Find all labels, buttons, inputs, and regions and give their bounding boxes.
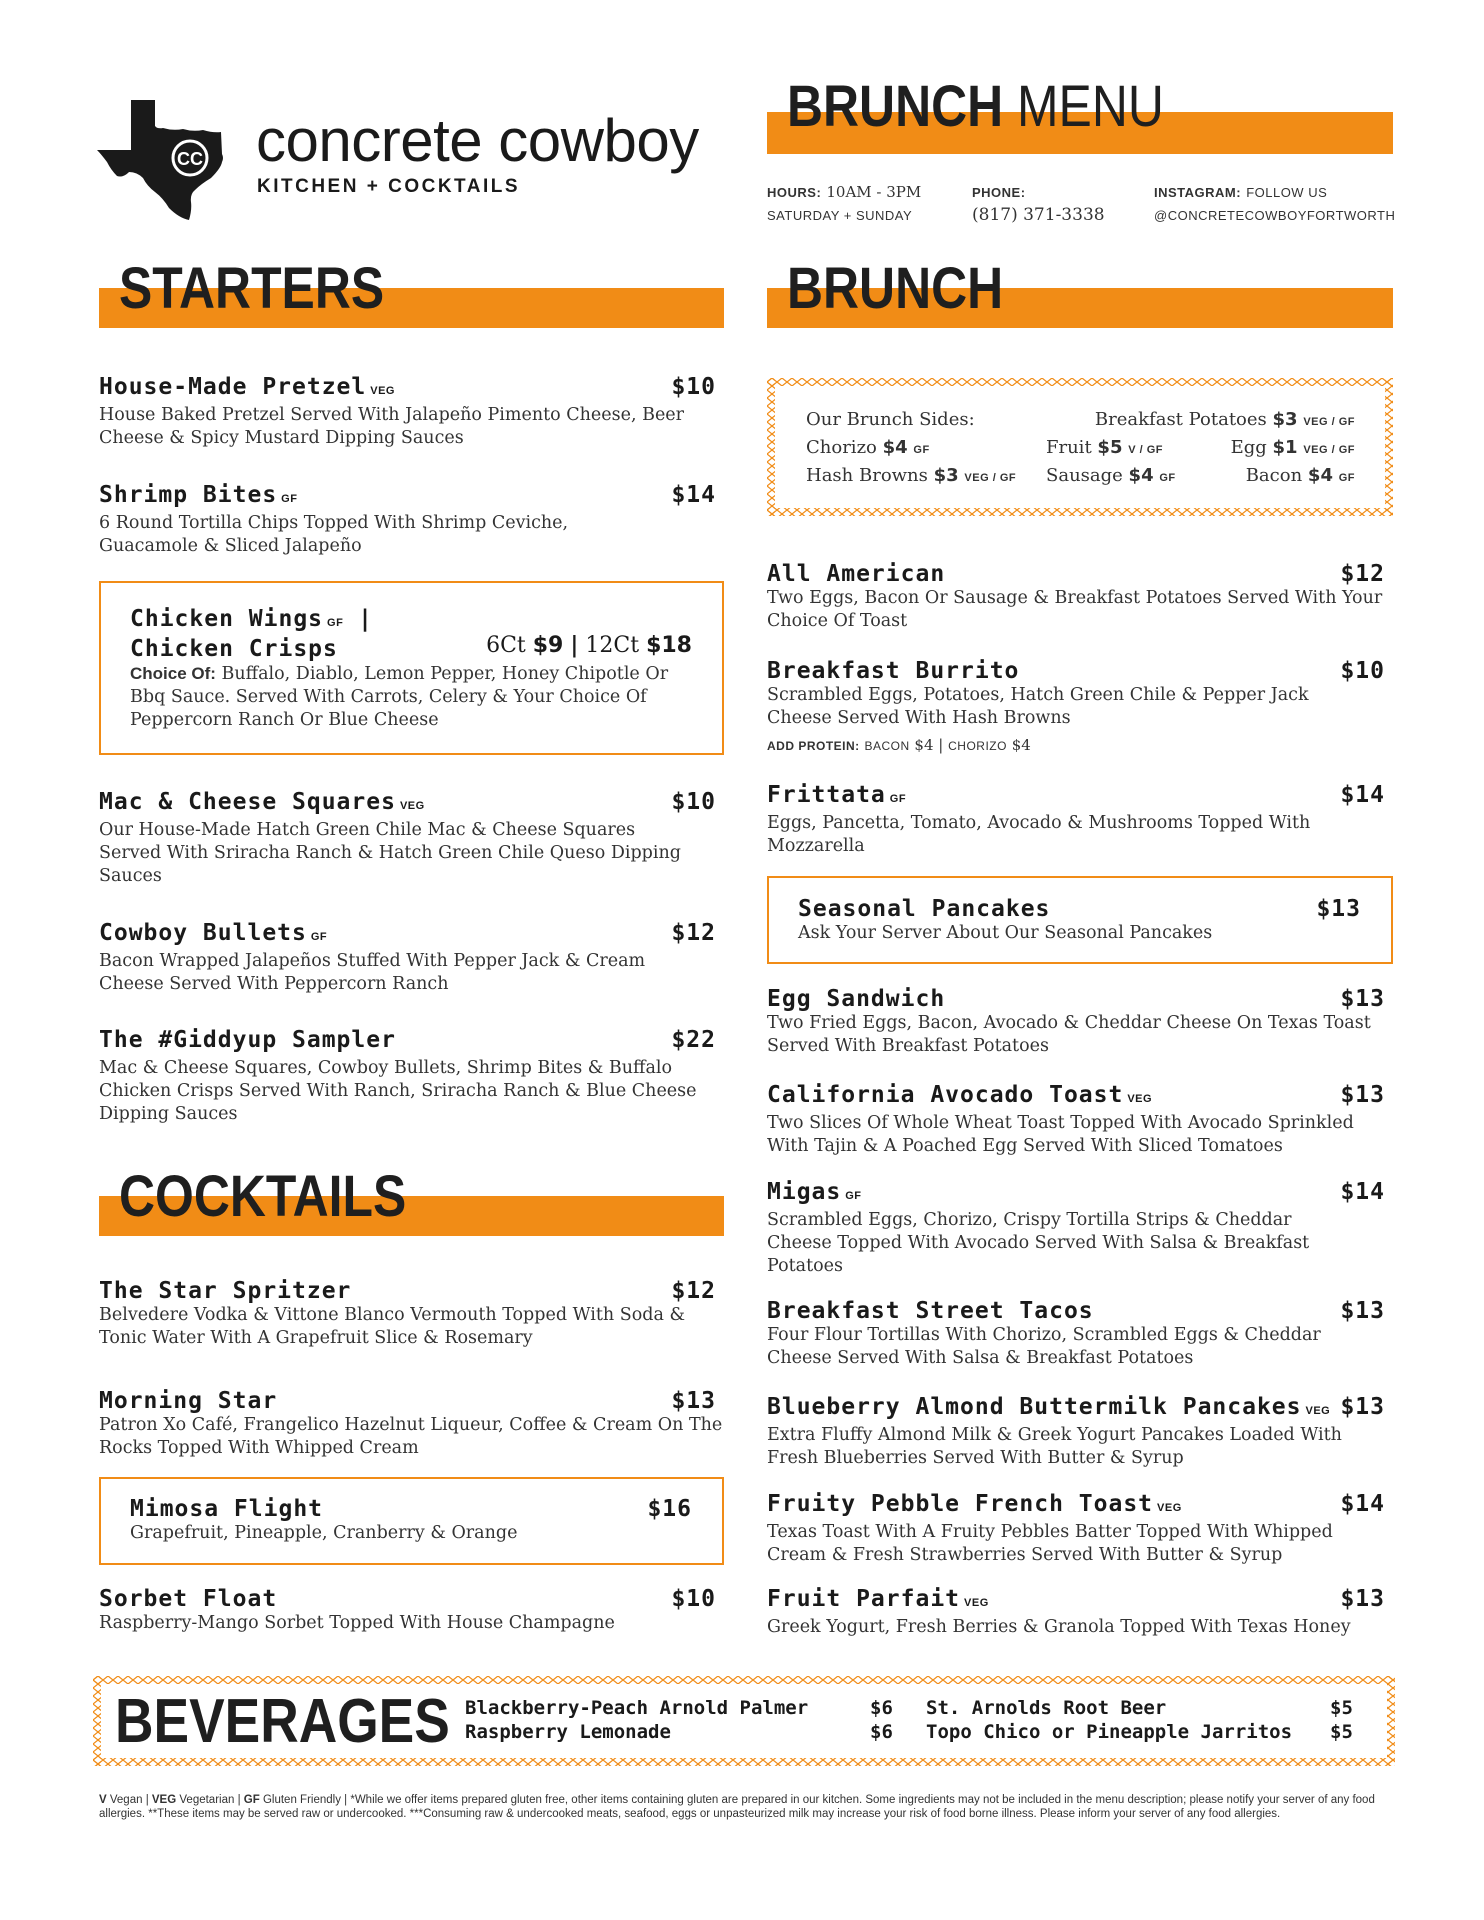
- menu-item: [99, 789, 716, 888]
- item-tag: VEG: [370, 385, 395, 397]
- side-item: Bacon $4 GF: [1245, 465, 1355, 486]
- item-price: $10: [671, 1586, 716, 1612]
- item-name: Chicken Wings: [130, 606, 324, 632]
- item-name: Breakfast Street Tacos: [767, 1298, 1094, 1324]
- item-description: 6 Round Tortilla Chips Topped With Shrimp Ceviche, Guacamole & Sliced Jalapeño: [99, 513, 569, 556]
- wings-price: [486, 632, 692, 659]
- item-price: $13: [1340, 986, 1385, 1012]
- instagram-label: INSTAGRAM:: [1154, 185, 1242, 200]
- item-description: Our House-Made Hatch Green Chile Mac & Cheese Squares Served With Sriracha Ranch & Hatch Green Chile Queso Dipping Sauces: [99, 820, 681, 886]
- item-description: Ask Your Server About Our Seasonal Pancakes: [798, 923, 1213, 943]
- beverage-price: $6: [870, 1721, 893, 1743]
- beverage-name: Topo Chico or Pineapple Jarritos: [926, 1721, 1293, 1743]
- texas-logo-icon: [97, 98, 229, 222]
- item-name: Mac & Cheese Squares: [99, 789, 396, 815]
- item-price: $16: [647, 1496, 692, 1522]
- item-name: Fruit Parfait: [767, 1586, 961, 1612]
- cocktails-header: [99, 1164, 724, 1236]
- item-price: $12: [671, 1278, 716, 1304]
- menu-item: [130, 1496, 692, 1545]
- item-description: Eggs, Pancetta, Tomato, Avocado & Mushrooms Topped With Mozzarella: [767, 813, 1311, 856]
- item-price: $13: [1340, 1298, 1385, 1324]
- footnote: V Vegan | VEG Vegetarian | GF Gluten Friendly | *While we offer items prepared gluten free, other items containing gluten are prepared in our kitchen. Some ingredients may not be included in the menu description; please notify your server of any food allergies. **These items may be served raw or undercooked. ***Consuming raw & undercooked meats, seafood, eggs or unpasteurized milk may increase your risk of food borne illness. Please inform your server of any food allergies.: [99, 1794, 1375, 1820]
- side-item: Breakfast Potatoes $3 VEG / GF: [1094, 409, 1355, 430]
- item-description: Buffalo, Diablo, Lemon Pepper, Honey Chipotle Or Bbq Sauce. Served With Carrots, Celery & Your Choice Of Peppercorn Ranch Or Blue Cheese: [130, 664, 669, 730]
- item-tag: GF: [281, 493, 298, 505]
- item-price: $10: [671, 374, 716, 400]
- phone-label: PHONE:: [972, 185, 1026, 200]
- item-name: Sorbet Float: [99, 1586, 278, 1612]
- menu-item: [767, 658, 1385, 754]
- brand-name: concrete cowboy: [256, 107, 699, 174]
- item-name: California Avocado Toast: [767, 1082, 1124, 1108]
- brunch-title: BRUNCH: [787, 256, 1004, 321]
- starters-title: STARTERS: [119, 256, 385, 321]
- item-price: $13: [1340, 1394, 1385, 1420]
- item-tag: GF: [845, 1190, 862, 1202]
- item-tag: VEG: [1157, 1502, 1182, 1514]
- item-price: $13: [1340, 1082, 1385, 1108]
- beverage-price: $6: [870, 1697, 893, 1719]
- menu-title-light: MENU: [1017, 74, 1164, 139]
- phone-value: (817) 371-3338: [972, 205, 1105, 225]
- beverage-price: $5: [1330, 1697, 1353, 1719]
- item-price: $14: [1340, 1179, 1385, 1205]
- menu-item: [99, 1278, 716, 1350]
- side-item: Sausage $4 GF: [1046, 465, 1176, 486]
- logo-letters: CC: [177, 149, 203, 169]
- item-price: $14: [671, 482, 716, 508]
- menu-item: [767, 986, 1385, 1058]
- menu-item: [767, 1082, 1385, 1158]
- item-name: The #Giddyup Sampler: [99, 1027, 396, 1053]
- item-description: House Baked Pretzel Served With Jalapeño Pimento Cheese, Beer Cheese & Spicy Mustard Dipping Sauces: [99, 405, 685, 448]
- footnote-text: *While we offer items prepared gluten free, other items containing gluten are prepared in our kitchen. Some ingredients may not be included in the menu description; please notify your server of any food allergies. **These items may be served raw or undercooked. ***Consuming raw & undercooked meats, seafood, eggs or unpasteurized milk may increase your risk of food borne illness. Please inform your server of any food allergies.: [99, 1794, 1375, 1820]
- item-name: Mimosa Flight: [130, 1496, 324, 1522]
- item-name: All American: [767, 561, 946, 587]
- menu-item: [99, 920, 716, 996]
- item-name: The Star Spritzer: [99, 1278, 352, 1304]
- item-description: Two Fried Eggs, Bacon, Avocado & Cheddar Cheese On Texas Toast Served With Breakfast Potatoes: [767, 1013, 1371, 1056]
- item-name: Fruity Pebble French Toast: [767, 1491, 1154, 1517]
- menu-item: [767, 1491, 1385, 1567]
- item-name: Migas: [767, 1179, 842, 1205]
- item-price: $10: [671, 789, 716, 815]
- item-description: Greek Yogurt, Fresh Berries & Granola Topped With Texas Honey: [767, 1617, 1351, 1637]
- brand-logo: [97, 98, 697, 228]
- item-price: $22: [671, 1027, 716, 1053]
- item-price: $14: [1340, 1491, 1385, 1517]
- price-12ct-label: 12Ct: [585, 633, 640, 658]
- price-6ct-label: 6Ct: [486, 633, 526, 658]
- item-price: $13: [1316, 896, 1361, 922]
- item-name: Frittata: [767, 782, 886, 808]
- beverages-title: BEVERAGES: [115, 1687, 450, 1756]
- side-item: Fruit $5 V / GF: [1046, 437, 1163, 458]
- item-tag: VEG: [1305, 1405, 1331, 1417]
- add-protein: ADD PROTEIN: BACON $4 | CHORIZO $4: [767, 736, 1031, 754]
- brunch-header: [767, 256, 1393, 328]
- choice-label: Choice Of:: [130, 664, 216, 683]
- menu-item: [767, 1394, 1385, 1470]
- item-tag: VEG: [399, 800, 425, 812]
- menu-item: [767, 1298, 1385, 1370]
- item-price: $12: [671, 920, 716, 946]
- item-description: Four Flour Tortillas With Chorizo, Scrambled Eggs & Cheddar Cheese Served With Salsa & Breakfast Potatoes: [767, 1325, 1321, 1368]
- side-item: Egg $1 VEG / GF: [1230, 437, 1355, 458]
- menu-item: [767, 782, 1385, 858]
- menu-item: [99, 482, 716, 558]
- brand-subtitle: KITCHEN + COCKTAILS: [257, 176, 521, 197]
- menu-item: [767, 1179, 1385, 1278]
- menu-item: [99, 1027, 716, 1126]
- menu-item: [99, 374, 716, 450]
- item-description: Extra Fluffy Almond Milk & Greek Yogurt Pancakes Loaded With Fresh Blueberries Served With Butter & Syrup: [767, 1425, 1342, 1468]
- item-name: Shrimp Bites: [99, 482, 278, 508]
- side-item: Hash Browns $3 VEG / GF: [806, 465, 1017, 486]
- item-description: Patron Xo Café, Frangelico Hazelnut Liqueur, Coffee & Cream On The Rocks Topped With Whipped Cream: [99, 1415, 723, 1458]
- item-name: Breakfast Burrito: [767, 658, 1020, 684]
- menu-item-wings: [130, 606, 692, 732]
- item-price: $12: [1340, 561, 1385, 587]
- item-tag: VEG: [964, 1597, 989, 1609]
- item-price: $13: [671, 1388, 716, 1414]
- instagram-info: [1154, 181, 1395, 227]
- starters-header: [99, 256, 724, 328]
- item-description: Mac & Cheese Squares, Cowboy Bullets, Shrimp Bites & Buffalo Chicken Crisps Served With Ranch, Sriracha Ranch & Blue Cheese Dipping Sauces: [99, 1058, 697, 1124]
- menu-title: [767, 74, 1393, 154]
- item-description: Belvedere Vodka & Vittone Blanco Vermouth Topped With Soda & Tonic Water With A Grapefruit Slice & Rosemary: [99, 1305, 686, 1348]
- item-name: Blueberry Almond Buttermilk Pancakes: [767, 1394, 1302, 1420]
- item-name: Chicken Crisps: [130, 636, 338, 662]
- instagram-follow: FOLLOW US: [1246, 185, 1328, 200]
- brunch-sides: [767, 378, 1393, 516]
- item-name: Seasonal Pancakes: [798, 896, 1051, 922]
- item-tag: VEG: [1127, 1093, 1153, 1105]
- add-protein-label: ADD PROTEIN:: [767, 739, 860, 753]
- hours-info: [767, 181, 921, 227]
- item-description: Scrambled Eggs, Potatoes, Hatch Green Chile & Pepper Jack Cheese Served With Hash Browns: [767, 685, 1309, 728]
- beverage-name: Raspberry Lemonade: [465, 1721, 671, 1743]
- hours-label: HOURS:: [767, 185, 822, 200]
- beverage-name: St. Arnolds Root Beer: [926, 1697, 1167, 1719]
- menu-item: [767, 1586, 1385, 1639]
- price-separator: |: [570, 632, 579, 658]
- item-price: $14: [1340, 782, 1385, 808]
- menu-item: [99, 1586, 716, 1635]
- item-price: $13: [1340, 1586, 1385, 1612]
- item-name: Morning Star: [99, 1388, 278, 1414]
- item-description: Texas Toast With A Fruity Pebbles Batter Topped With Whipped Cream & Fresh Strawberries Served With Butter & Syrup: [767, 1522, 1333, 1565]
- sides-title: Our Brunch Sides:: [806, 409, 975, 430]
- item-price: $10: [1340, 658, 1385, 684]
- menu-item: [767, 561, 1385, 633]
- side-item: Chorizo $4 GF: [806, 437, 930, 458]
- item-tag: GF: [889, 793, 907, 805]
- name-separator: |: [358, 606, 374, 632]
- item-name: House-Made Pretzel: [99, 374, 367, 400]
- menu-item: [798, 896, 1361, 945]
- hours-value: 10AM - 3PM: [826, 183, 922, 201]
- item-description: Raspberry-Mango Sorbet Topped With House Champagne: [99, 1613, 615, 1633]
- instagram-handle: @CONCRETECOWBOYFORTWORTH: [1154, 208, 1396, 223]
- menu-title-bold: BRUNCH: [787, 74, 1004, 139]
- item-description: Bacon Wrapped Jalapeños Stuffed With Pepper Jack & Cream Cheese Served With Peppercorn Ranch: [99, 951, 646, 994]
- price-6ct: $9: [532, 633, 564, 658]
- item-tag: GF: [327, 617, 344, 629]
- item-description: Two Eggs, Bacon Or Sausage & Breakfast Potatoes Served With Your Choice Of Toast: [767, 588, 1383, 631]
- beverage-price: $5: [1330, 1721, 1353, 1743]
- item-name: Egg Sandwich: [767, 986, 946, 1012]
- item-description: Scrambled Eggs, Chorizo, Crispy Tortilla Strips & Cheddar Cheese Topped With Avocado Served With Salsa & Breakfast Potatoes: [767, 1210, 1310, 1276]
- cocktails-title: COCKTAILS: [119, 1164, 407, 1229]
- item-name: Cowboy Bullets: [99, 920, 307, 946]
- item-tag: GF: [310, 931, 328, 943]
- hours-days: SATURDAY + SUNDAY: [767, 208, 913, 223]
- menu-item: [99, 1388, 723, 1460]
- price-12ct: $18: [646, 633, 692, 658]
- item-description: Grapefruit, Pineapple, Cranberry & Orange: [130, 1523, 518, 1543]
- phone-info: [972, 181, 1105, 226]
- beverage-name: Blackberry-Peach Arnold Palmer: [465, 1697, 809, 1719]
- item-description: Two Slices Of Whole Wheat Toast Topped With Avocado Sprinkled With Tajin & A Poached Egg Served With Sliced Tomatoes: [767, 1113, 1354, 1156]
